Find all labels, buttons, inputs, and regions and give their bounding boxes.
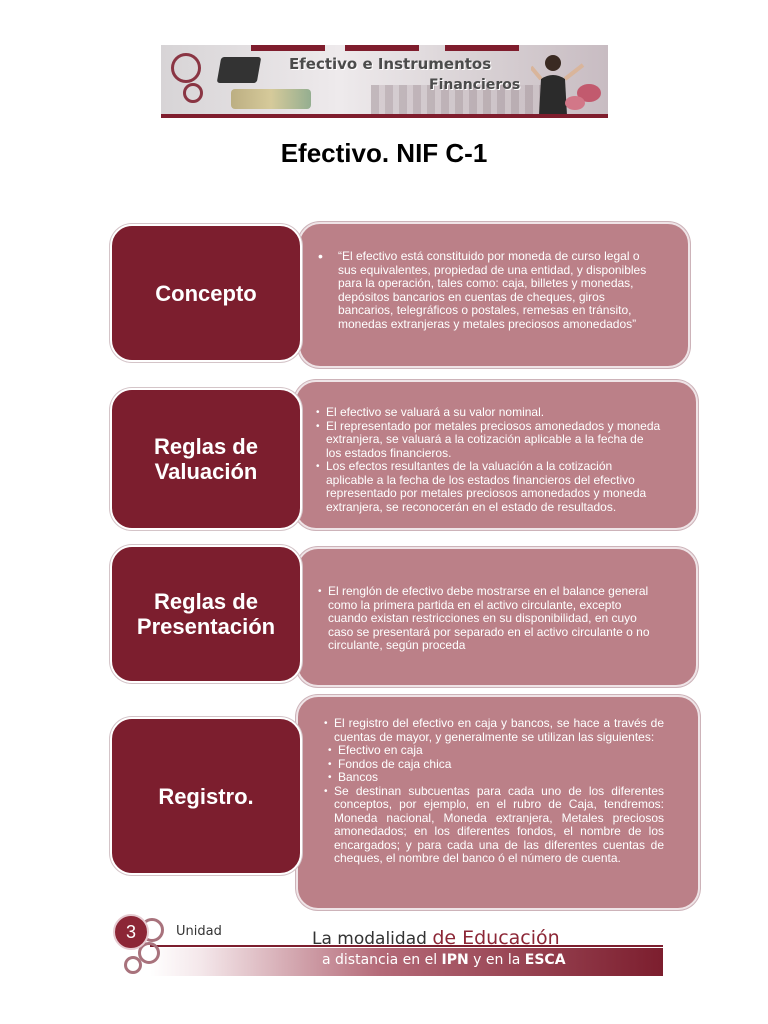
- footer-line2-a: a distancia en el: [322, 952, 442, 968]
- section-registro: [110, 695, 702, 910]
- registro-label: [110, 717, 302, 875]
- list-item: • El efectivo se valuará a su valor nominal.: [316, 406, 662, 420]
- header-banner: [161, 45, 608, 118]
- book-icon: [217, 57, 262, 83]
- list-item: • El renglón de efectivo debe mostrarse en el balance general como la primera partida en el activo circulante, excepto cuando existan restricciones en su disponibilidad, en cuyo caso se presentará por separado en el activo circulante o no circulante, según proceda: [318, 585, 656, 653]
- banner-title-line2: Financieros: [429, 77, 521, 93]
- footer-line2-c: y en la: [468, 952, 525, 968]
- registro-label-text: Registro.: [158, 783, 254, 809]
- concepto-content: [298, 222, 690, 368]
- presentacion-label-line1: Reglas de: [154, 589, 258, 614]
- money-image: [231, 89, 311, 109]
- banner-tab-bar: [345, 45, 419, 51]
- presentacion-label-text: [137, 589, 275, 639]
- footer-line1-a: La modalidad: [312, 929, 433, 949]
- valuacion-label-line2: Valuación: [154, 459, 258, 484]
- list-item: • Efectivo en caja: [328, 744, 664, 758]
- unit-label: Unidad: [176, 924, 222, 939]
- section-valuacion: [110, 380, 702, 530]
- list-item: • El representado por metales preciosos amonedados y moneda extranjera, se valuará a la cotización aplicable a la fecha de los estados financieros.: [316, 420, 662, 461]
- footer-line1-b: de Educación: [432, 927, 560, 949]
- footer-line2: [322, 952, 566, 968]
- section-presentacion: [110, 545, 702, 687]
- unit-number-badge: 3: [113, 914, 149, 950]
- gear-icon: [124, 956, 142, 974]
- banner-title-line1: Efectivo e Instrumentos: [289, 55, 492, 73]
- banner-tab-bar: [445, 45, 519, 51]
- footer-line2-d: ESCA: [524, 952, 566, 968]
- person-illustration-icon: [531, 49, 606, 115]
- valuacion-label-text: [154, 434, 258, 484]
- concepto-label-text: Concepto: [155, 280, 257, 306]
- valuacion-label: [110, 388, 302, 530]
- presentacion-content: [296, 547, 698, 687]
- registro-content: [296, 695, 700, 910]
- list-item: • Bancos: [328, 771, 664, 785]
- list-item: • Se destinan subcuentas para cada uno de los diferentes conceptos, por ejemplo, en el rubro de Caja, tendremos: Moneda nacional, Moneda extranjera, Metales preciosos amonedados; en los diferentes fondos, el nombre de los encargados; y para cada una de las diferentes cuentas de cheques, el nombre del banco ó el número de cuenta.: [324, 785, 664, 866]
- list-item: • Fondos de caja chica: [328, 758, 664, 772]
- presentacion-label-line2: Presentación: [136, 614, 276, 639]
- gear-icon: [171, 53, 201, 83]
- banner-tab-bar: [251, 45, 325, 51]
- page-title: Efectivo. NIF C-1: [280, 138, 488, 168]
- footer-line2-b: IPN: [441, 952, 469, 968]
- concepto-label: [110, 224, 302, 362]
- valuacion-content: [294, 380, 698, 530]
- valuacion-label-line1: Reglas de: [154, 434, 258, 459]
- section-concepto: [110, 222, 702, 368]
- presentacion-label: [110, 545, 302, 683]
- footer-line1: [312, 927, 560, 949]
- list-item: • “El efectivo está constituido por moneda de curso legal o sus equivalentes, propiedad de una entidad, y disponibles para la operación, tales como: caja, billetes y monedas, depósitos bancarios en cuentas de cheques, giros bancarios, telegráficos o postales, remesas en tránsito, monedas extranjeras y metales preciosos amonedados”: [314, 250, 658, 331]
- list-item: • Los efectos resultantes de la valuación a la cotización aplicable a la fecha de los estados financieros del efectivo representado por metales preciosos amonedados y moneda extranjera, se reconocerán en el estado de resultados.: [316, 460, 662, 514]
- list-item: • El registro del efectivo en caja y bancos, se hace a través de cuentas de mayor, y generalmente se utilizan las siguientes:: [324, 717, 664, 744]
- gear-icon: [183, 83, 203, 103]
